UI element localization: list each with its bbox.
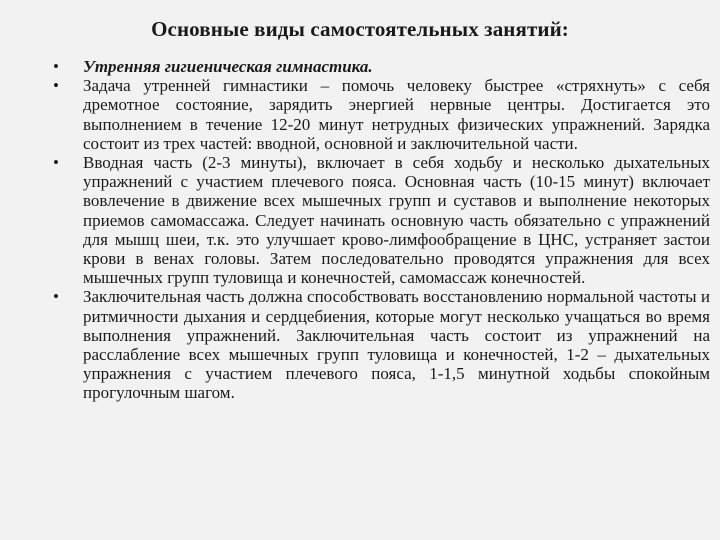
- list-item-text: Вводная часть (2-3 минуты), включает в себя ходьбу и несколько дыхательных упражнений с участием плечевого пояса. Основная часть (10-15 минут) включает вовлечение в движение всех мышечных групп и суставов и выполнение некоторых приемов самомассажа. Следует начинать основную часть обязательно с упражнений для мышц шеи, т.к. это улучшает крово-лимфообращение в ЦНС, устраняет застои крови в венах головы. Затем последовательно проводятся упражнения для всех мышечных групп туловища и конечностей, самомассаж конечностей.: [83, 153, 710, 288]
- bullet-marker: •: [53, 153, 59, 173]
- list-item-text: Заключительная часть должна способствовать восстановлению нормальной частоты и ритмичности дыхания и сердцебиения, которые могут несколько учащаться во время выполнения упражнений. Заключительная часть состоит из упражнений на расслабление всех мышечных групп туловища и конечностей, 1-2 – дыхательных упражнения с участием плечевого пояса, 1-1,5 минутной ходьбы спокойным прогулочным шагом.: [83, 287, 710, 403]
- list-item: [53, 57, 710, 76]
- bullet-marker: •: [53, 57, 59, 76]
- list-item: [53, 76, 710, 153]
- list-item-text: Утренняя гигиеническая гимнастика.: [83, 57, 373, 76]
- bullet-list: [53, 57, 710, 403]
- list-item: [53, 287, 710, 402]
- bullet-marker: •: [53, 287, 59, 307]
- list-item-text: Задача утренней гимнастики – помочь человеку быстрее «стряхнуть» с себя дремотное состояние, зарядить энергией нервные центры. Достигается это выполнением в течение 12-20 минут нетрудных физических упражнений. Зарядка состоит из трех частей: вводной, основной и заключительной части.: [83, 76, 710, 153]
- bullet-marker: •: [53, 76, 59, 96]
- list-item: [53, 153, 710, 287]
- slide-title: Основные виды самостоятельных занятий:: [151, 17, 569, 41]
